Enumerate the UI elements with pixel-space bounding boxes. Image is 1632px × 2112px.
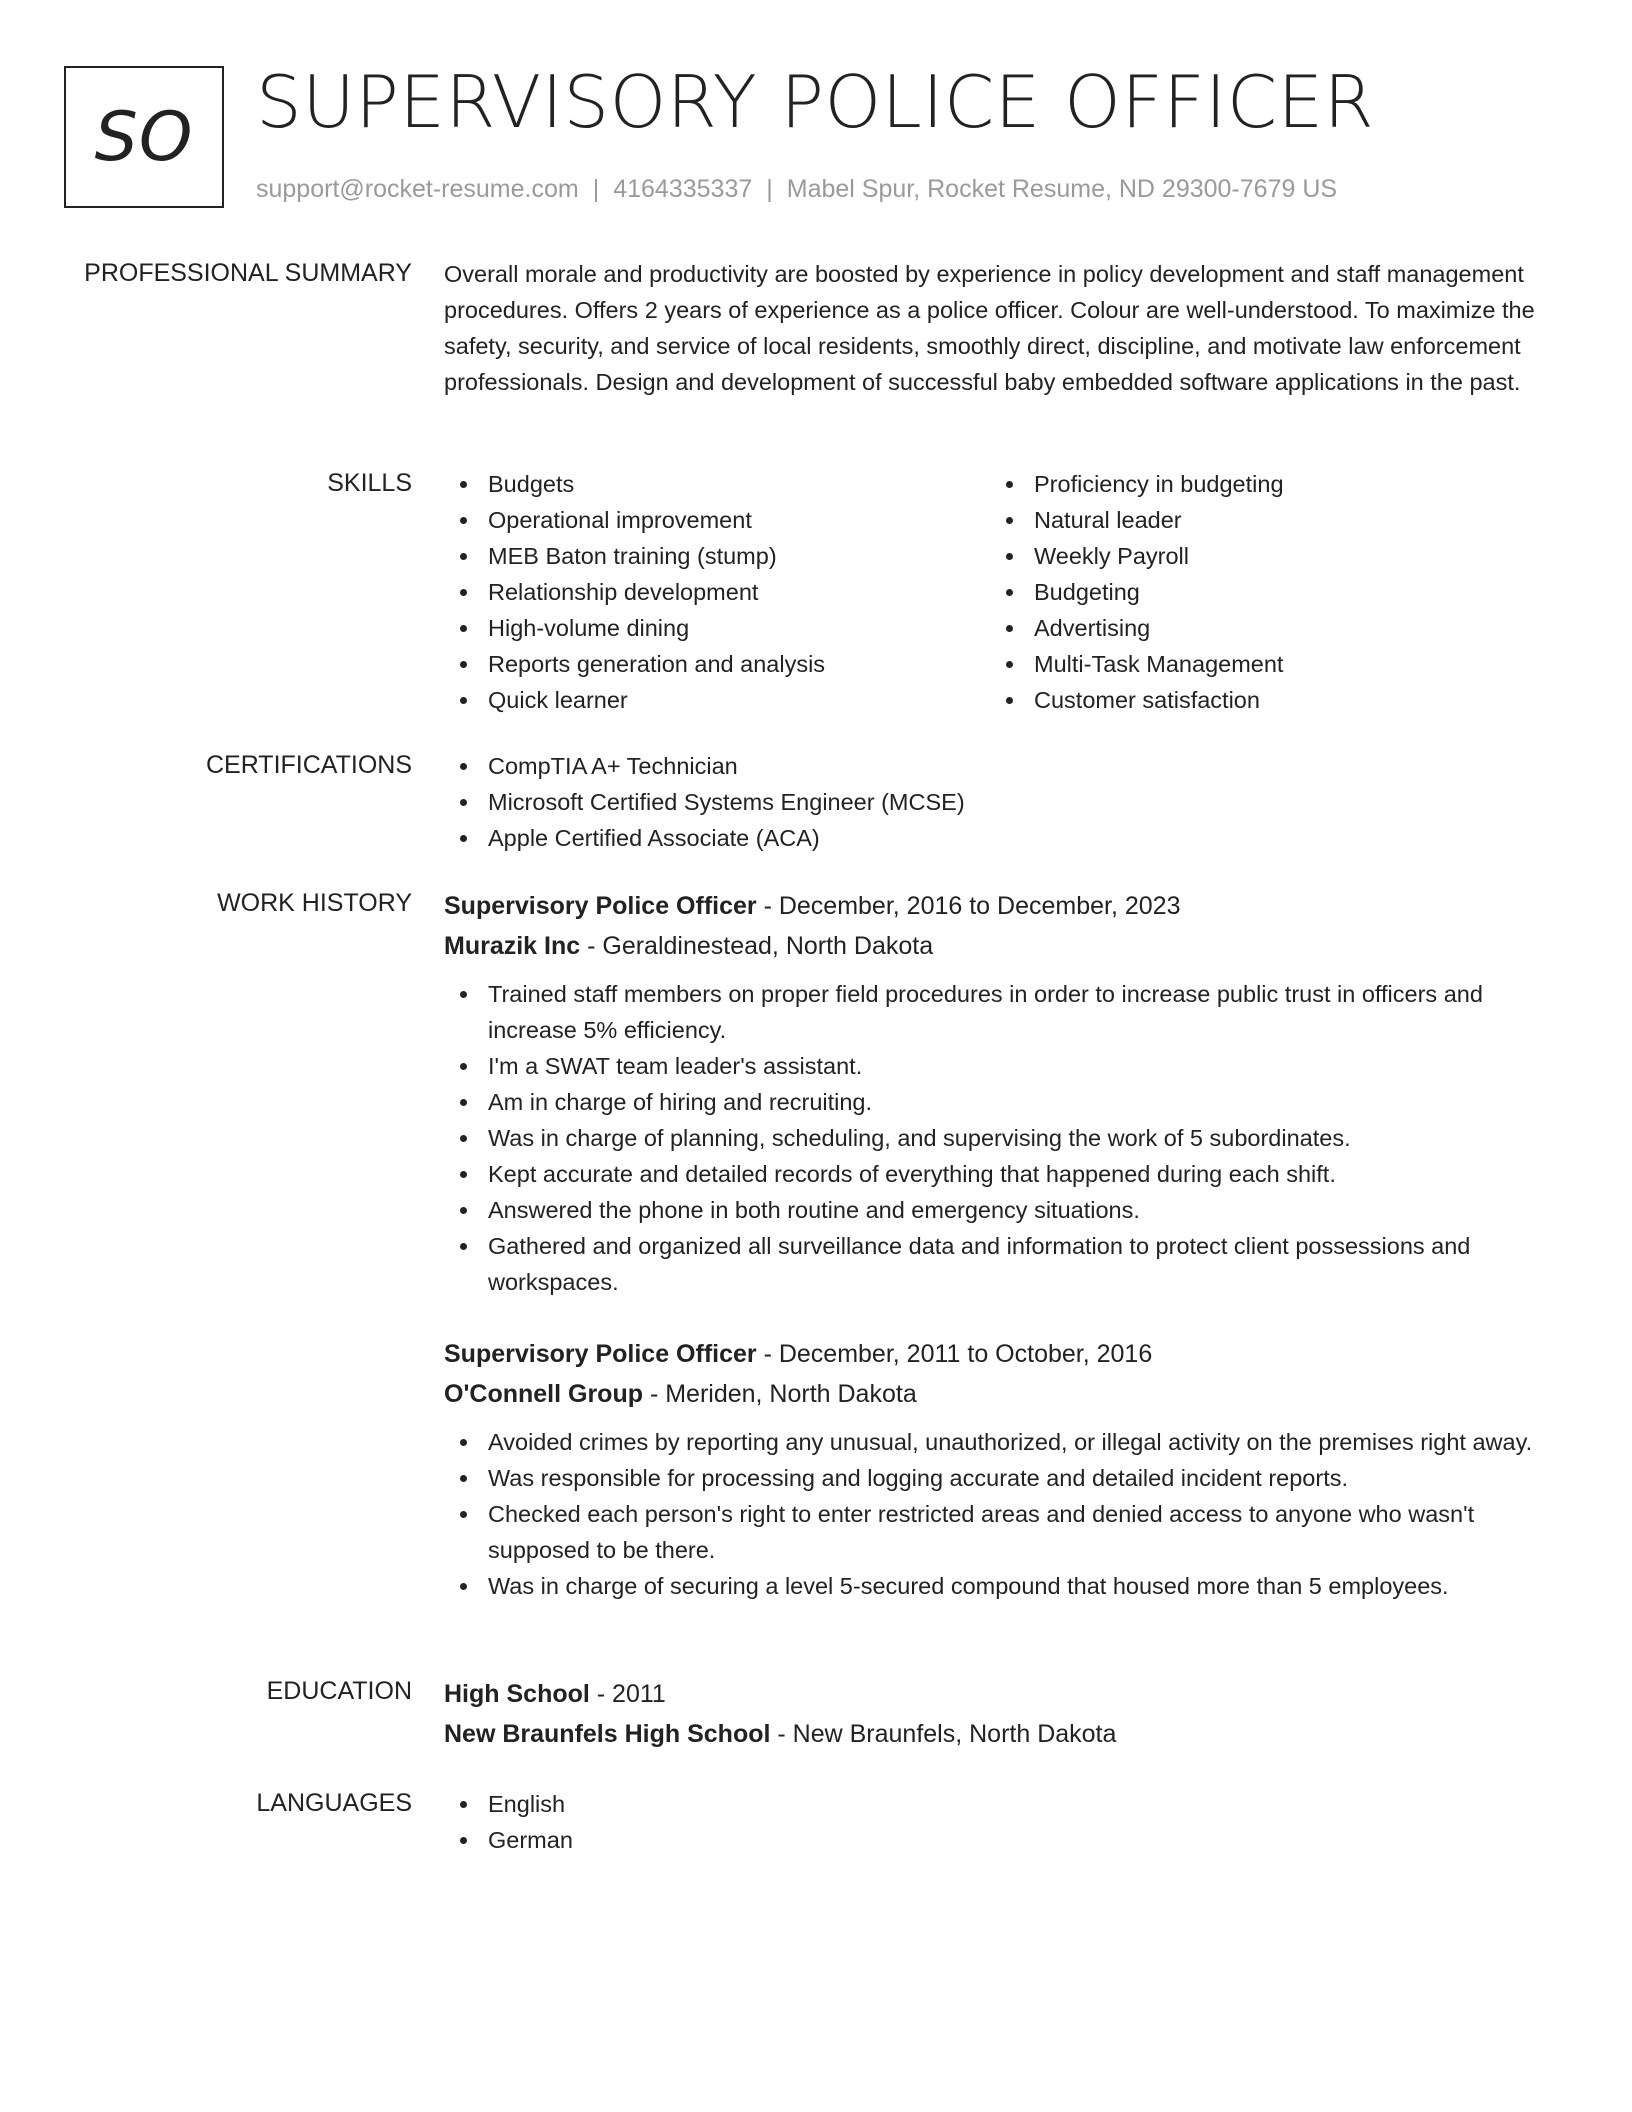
job-duties [444,976,1564,1300]
job-company: Murazik Inc [444,932,581,960]
education-location: - New Braunfels, North Dakota [770,1720,1117,1748]
list-item: Checked each person's right to enter restricted areas and denied access to anyone who wasn't supposed to be there. [444,1496,1564,1568]
education-year: - 2011 [589,1680,666,1708]
list-item: Avoided crimes by reporting any unusual, unauthorized, or illegal activity on the premises right away. [444,1424,1564,1460]
list-item: CompTIA A+ Technician [444,748,1564,784]
education-school-line [444,1714,1564,1754]
list-item: Operational improvement [444,502,990,538]
list-item: English [444,1786,1564,1822]
list-item: Proficiency in budgeting [990,466,1536,502]
languages-list [444,1786,1564,1858]
job-location: - Meriden, North Dakota [643,1380,917,1408]
certifications-list [444,748,1564,856]
list-item: High-volume dining [444,610,990,646]
list-item: MEB Baton training (stump) [444,538,990,574]
contact-line [256,172,1337,206]
job-dates: - December, 2011 to October, 2016 [756,1340,1153,1368]
section-label: PROFESSIONAL SUMMARY [84,259,412,287]
education-degree: High School [444,1680,590,1708]
list-item: Multi-Task Management [990,646,1536,682]
list-item: Was in charge of planning, scheduling, and supervising the work of 5 subordinates. [444,1120,1564,1156]
list-item: I'm a SWAT team leader's assistant. [444,1048,1564,1084]
list-item: Am in charge of hiring and recruiting. [444,1084,1564,1120]
monogram-initials: SO [64,66,224,208]
job-dates: - December, 2016 to December, 2023 [756,892,1181,920]
job-location: - Geraldinestead, North Dakota [580,932,934,960]
section-label: SKILLS [327,469,412,497]
job-duties [444,1424,1564,1604]
skills-list-right [990,466,1536,718]
education-school: New Braunfels High School [444,1720,771,1748]
job-company-line [444,1374,1564,1414]
list-item: Advertising [990,610,1536,646]
list-item: Trained staff members on proper field procedures in order to increase public trust in officers and increase 5% efficiency. [444,976,1564,1048]
list-item: Apple Certified Associate (ACA) [444,820,1564,856]
job-title-line [444,1334,1564,1374]
page-title: SUPERVISORY POLICE OFFICER [256,60,1375,144]
list-item: Microsoft Certified Systems Engineer (MCSE) [444,784,1564,820]
contact-address: Mabel Spur, Rocket Resume, ND 29300-7679 US [786,175,1338,203]
section-label: EDUCATION [266,1677,412,1705]
list-item: Weekly Payroll [990,538,1536,574]
section-label: CERTIFICATIONS [205,751,412,779]
section-label: WORK HISTORY [217,889,412,917]
list-item: Was in charge of securing a level 5-secured compound that housed more than 5 employees. [444,1568,1564,1604]
job-title: Supervisory Police Officer [444,1340,757,1368]
skills-list-left [444,466,990,718]
contact-separator: | [766,175,773,203]
list-item: Budgeting [990,574,1536,610]
list-item: Customer satisfaction [990,682,1536,718]
section-label: LANGUAGES [256,1789,412,1817]
list-item: Budgets [444,466,990,502]
list-item: Reports generation and analysis [444,646,990,682]
list-item: Relationship development [444,574,990,610]
list-item: Answered the phone in both routine and emergency situations. [444,1192,1564,1228]
list-item: Natural leader [990,502,1536,538]
job-entry [444,1334,1564,1604]
list-item: Kept accurate and detailed records of everything that happened during each shift. [444,1156,1564,1192]
job-title: Supervisory Police Officer [444,892,757,920]
list-item: Quick learner [444,682,990,718]
job-company: O'Connell Group [444,1380,643,1408]
contact-email[interactable]: support@rocket-resume.com [256,175,579,203]
education-degree-line [444,1674,1564,1714]
list-item: Gathered and organized all surveillance data and information to protect client possessions and workspaces. [444,1228,1564,1300]
contact-separator: | [592,175,600,203]
summary-text: Overall morale and productivity are boosted by experience in policy development and staff management procedures. Offers 2 years of experience as a police officer. Colour are well-understood. To maximize the safety, security, and service of local residents, smoothly direct, discipline, and motivate law enforcement professionals. Design and development of successful baby embedded software applications in the past. [444,261,1535,395]
list-item: German [444,1822,1564,1858]
list-item: Was responsible for processing and logging accurate and detailed incident reports. [444,1460,1564,1496]
contact-phone[interactable]: 4164335337 [613,175,753,203]
job-title-line [444,886,1564,926]
job-company-line [444,926,1564,966]
job-entry [444,886,1564,1300]
